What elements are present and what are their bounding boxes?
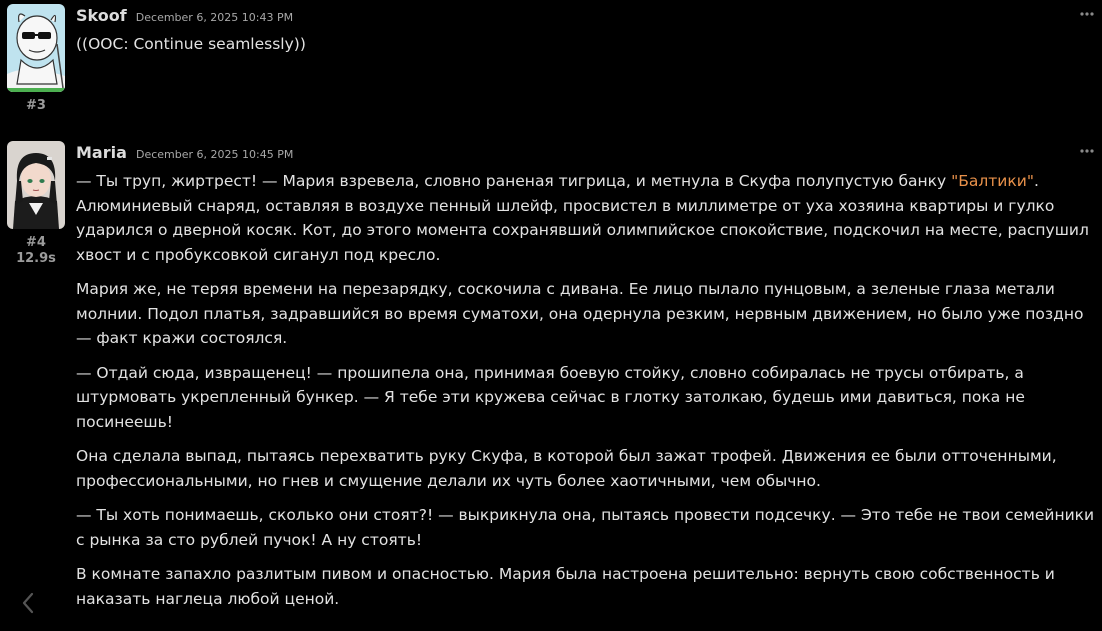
ellipsis-icon[interactable] <box>1079 8 1095 20</box>
message-paragraph: В комнате запахло разлитым пивом и опасностью. Мария была настроена решительно: вернуть свою собственность и наказать наглеца любой ценой. <box>76 565 1055 608</box>
author-name: Maria <box>76 143 127 162</box>
generation-time: 12.9s <box>16 251 56 266</box>
avatar[interactable] <box>7 141 65 229</box>
message-timestamp: December 6, 2025 10:45 PM <box>135 148 294 161</box>
message-paragraph: — Отдай сюда, извращенец! — прошипела она, принимая боевую стойку, словно собиралась не трусы отбирать, а штурмовать укрепленный бункер. — Я тебе эти кружева сейчас в глотку затолкаю, будешь ими давиться, пока не посинеешь! <box>76 363 1025 431</box>
message-id: #3 <box>26 98 46 113</box>
ellipsis-icon[interactable] <box>1079 145 1095 157</box>
message-paragraph: Мария же, не теряя времени на перезарядку, соскочила с дивана. Ее лицо пылало пунцовым, а зеленые глаза метали молнии. Подол платья, задравшийся во время суматохи, она одернула резким, нервным движением, но было уже поздно — факт кражи состоялся. <box>76 280 1084 347</box>
message-paragraph: — Ты хоть понимаешь, сколько они стоят?! — выкрикнула она, пытаясь провести подсечку. — Это тебе не твои семейники с рынка за сто рублей пучок! А ну стоять! <box>76 506 1095 549</box>
message-content <box>76 4 1096 67</box>
message-paragraph <box>76 169 1096 267</box>
avatar[interactable] <box>7 4 65 92</box>
quoted-text: "Балтики" <box>951 172 1034 190</box>
paragraph-text: . Алюминиевый снаряд, оставляя в воздухе пенный шлейф, просвистел в миллиметре от уха хозяина квартиры и гулко ударился о дверной косяк. Кот, до этого момента сохранявший олимпийское спокойствие, подскочил на месте, распушил хвост и с пробуксовкой сиганул под кресло. <box>76 172 1089 264</box>
message-header <box>76 141 1096 165</box>
chevron-left-icon[interactable] <box>18 590 38 616</box>
message-text <box>76 32 1096 57</box>
author-name: Skoof <box>76 6 127 25</box>
message-paragraph: ((OOC: Continue seamlessly)) <box>76 35 306 53</box>
paragraph-text: — Ты труп, жиртрест! — Мария взревела, словно раненая тигрица, и метнула в Скуфа полупустую банку <box>76 172 952 190</box>
message-id: #4 <box>26 235 46 250</box>
message-header <box>76 4 1096 28</box>
message-text <box>76 169 1096 611</box>
message-paragraph: Она сделала выпад, пытаясь перехватить руку Скуфа, в которой был зажат трофей. Движения ее были отточенными, профессиональными, но гнев и смущение делали их чуть более хаотичными, чем обычно. <box>76 447 1057 490</box>
message-avatar-column <box>7 4 65 114</box>
message-timestamp: December 6, 2025 10:43 PM <box>135 11 294 24</box>
message-avatar-column <box>7 141 65 267</box>
message-content <box>76 141 1096 621</box>
